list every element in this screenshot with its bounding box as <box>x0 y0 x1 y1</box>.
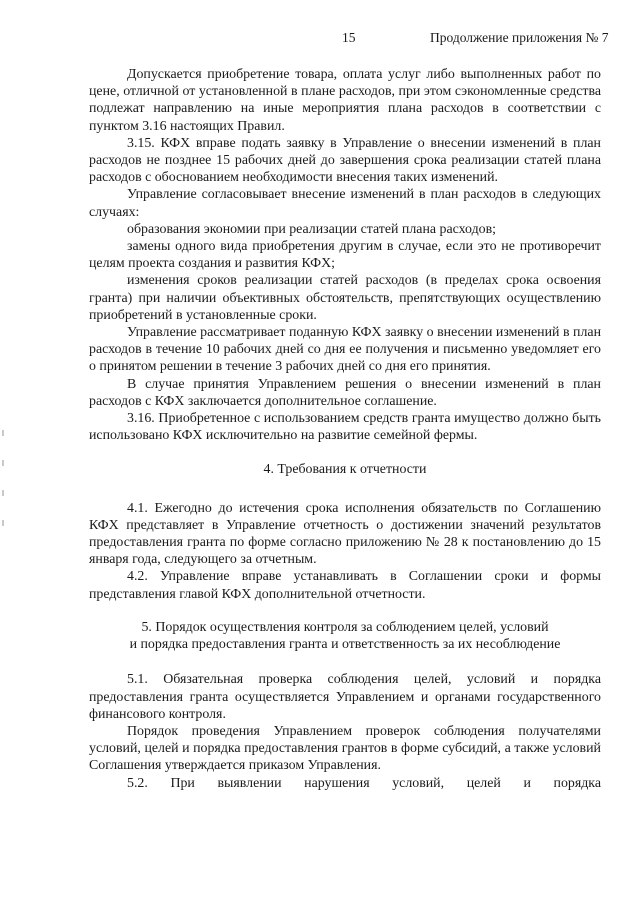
scan-artifact <box>2 520 4 526</box>
appendix-continuation-label: Продолжение приложения № 7 <box>430 30 609 45</box>
paragraph: 3.15. КФХ вправе подать заявку в Управление о внесении изменений в план расходов не позднее 15 рабочих дней до завершения срока реализации статей плана расходов с обоснованием необходимости внесения таких изменений. <box>89 135 601 186</box>
paragraph: Управление согласовывает внесение изменений в план расходов в следующих случаях: <box>89 187 601 220</box>
paragraph: Порядок проведения Управлением проверок соблюдения получателями условий, целей и порядка предоставления грантов в форме субсидий, а также условий Соглашения утверждается приказом Управления. <box>89 723 601 774</box>
section-heading-5-line-1: 5. Порядок осуществления контроля за соблюдением целей, условий <box>141 619 549 635</box>
scan-artifact <box>2 460 4 466</box>
paragraph: В случае принятия Управлением решения о внесении изменений в план расходов с КФХ заключается дополнительное соглашение. <box>89 376 601 409</box>
paragraph: Допускается приобретение товара, оплата услуг либо выполненных работ по цене, отличной от установленной в плане расходов, при этом сэкономленные средства подлежат направлению на иные мероприятия плана расходов в соответствии с пунктом 3.16 настоящих Правил. <box>89 67 601 134</box>
paragraph: изменения сроков реализации статей расходов (в пределах срока освоения гранта) при наличии объективных обстоятельств, препятствующих осуществлению приобретений в установленные сроки. <box>89 273 601 323</box>
paragraph: образования экономии при реализации статей плана расходов; <box>127 221 497 237</box>
paragraph: замены одного вида приобретения другим в случае, если это не противоречит целям проекта создания и развития КФХ; <box>89 239 601 272</box>
page-number: 15 <box>342 30 356 45</box>
section-heading-4: 4. Требования к отчетности <box>263 462 427 478</box>
paragraph: Управление рассматривает поданную КФХ заявку о внесении изменений в план расходов в течение 10 рабочих дней со дня ее получения и письменно уведомляет его о принятом решении в течение 3 рабочих дней со дня его принятия. <box>89 325 601 375</box>
section-heading-5-line-2: и порядка предоставления гранта и ответственность за их несоблюдение <box>129 637 561 653</box>
paragraph: 3.16. Приобретенное с использованием средств гранта имущество должно быть использовано КФХ исключительно на развитие семейной фермы. <box>89 411 601 444</box>
paragraph: 4.1. Ежегодно до истечения срока исполнения обязательств по Соглашению КФХ представляет в Управление отчетность о достижении значений результатов предоставления гранта по форме согласно приложению № 28 к постановлению до 15 января года, следующего за отчетным. <box>89 500 601 568</box>
paragraph-continued: 5.2. При выявлении нарушения условий, целей и порядка <box>127 775 601 791</box>
paragraph: 5.1. Обязательная проверка соблюдения целей, условий и порядка предоставления гранта осуществляется Управлением и органами государственного финансового контроля. <box>89 672 601 722</box>
document-body <box>89 66 601 792</box>
paragraph: 4.2. Управление вправе устанавливать в Соглашении сроки и формы представления главой КФХ дополнительной отчетности. <box>89 569 601 602</box>
scan-artifact <box>2 430 4 436</box>
scan-artifact <box>2 490 4 496</box>
